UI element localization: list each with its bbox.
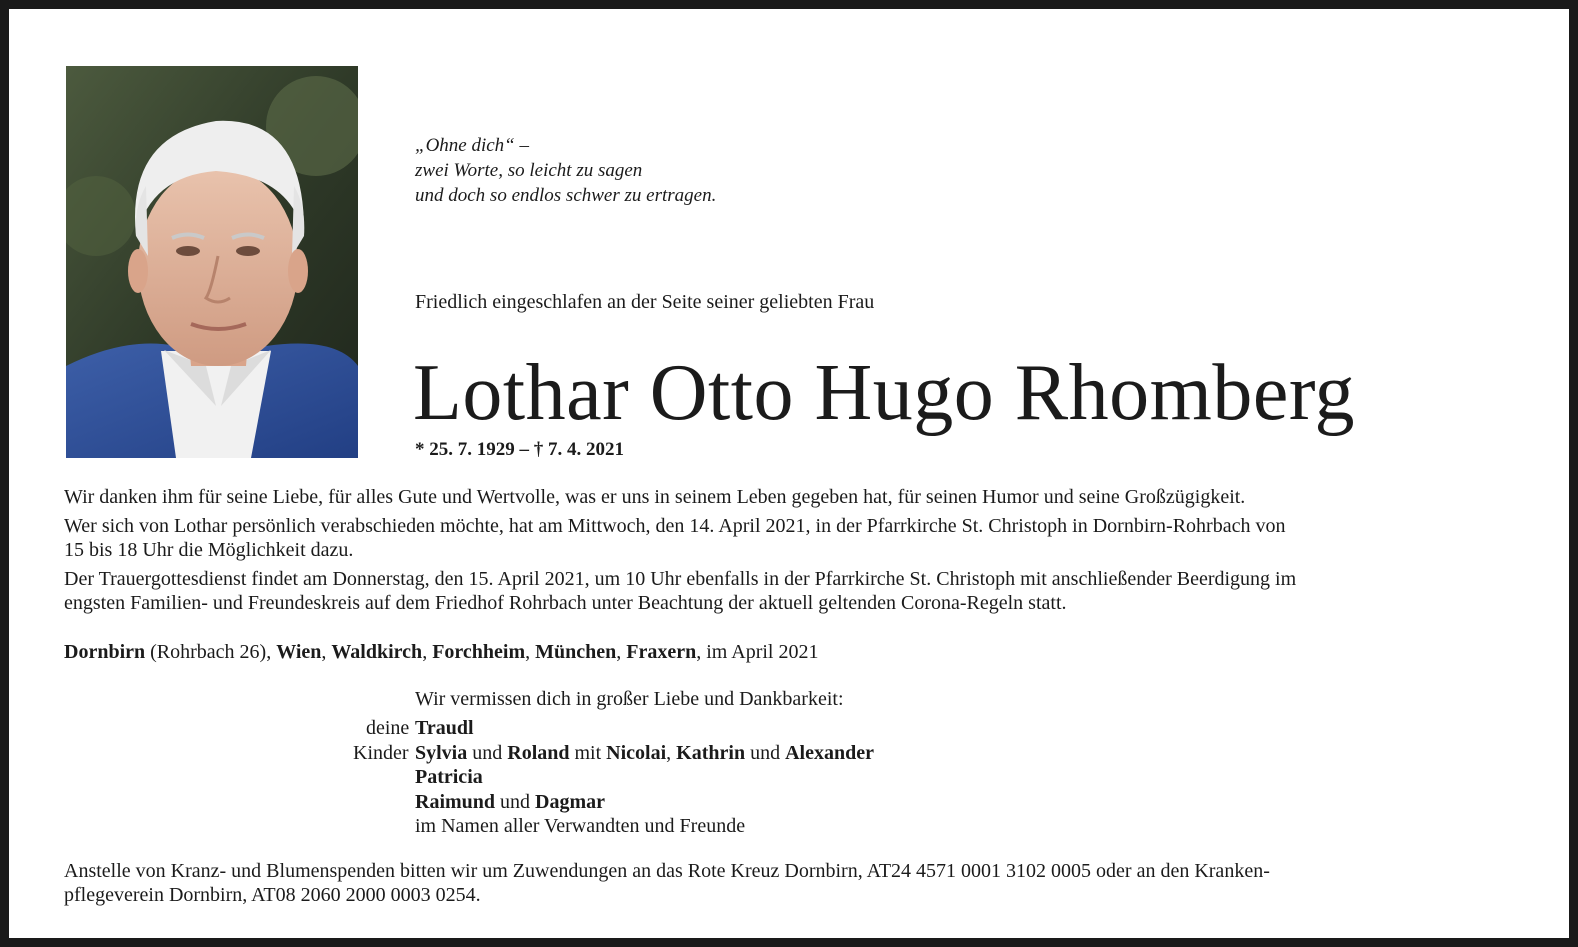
place-forchheim: Forchheim [432, 641, 526, 663]
spouse-dagmar: Dagmar [535, 790, 606, 813]
paragraph-line: 15 bis 18 Uhr die Möglichkeit dazu. [64, 539, 354, 561]
paragraph-farewell [64, 514, 1514, 562]
family-label: deine [366, 717, 410, 739]
spouse-roland: Roland [507, 741, 570, 764]
place-waldkirch: Waldkirch [331, 641, 423, 663]
conjunction: und [467, 741, 508, 764]
quote-line: zwei Worte, so leicht zu sagen [415, 160, 643, 181]
paragraph-thanks [64, 485, 1514, 509]
separator: , [422, 641, 433, 663]
memorial-quote [415, 133, 716, 208]
child-raimund: Raimund [415, 790, 496, 813]
portrait-photo [66, 66, 358, 458]
place-fraxern: Fraxern [626, 641, 697, 663]
paragraph-line: pflegeverein Dornbirn, AT08 2060 2000 0003 0254. [64, 884, 481, 906]
family-list [9, 716, 1209, 839]
quote-line: und doch so endlos schwer zu ertragen. [415, 185, 717, 206]
family-row-raimund [9, 790, 1209, 815]
place-address: (Rohrbach 26), [145, 641, 277, 663]
separator: , [525, 641, 536, 663]
places-line [64, 640, 1514, 664]
grandchild-nicolai: Nicolai [606, 741, 667, 764]
separator: , [321, 641, 332, 663]
child-sylvia: Sylvia [415, 741, 468, 764]
portrait-illustration [66, 66, 358, 458]
deceased-name: Lothar Otto Hugo Rhomberg [413, 349, 1356, 437]
family-relatives: im Namen aller Verwandten und Freunde [415, 815, 746, 837]
grandchild-alexander: Alexander [785, 741, 874, 764]
family-row-wife [9, 716, 1209, 741]
family-label: Kinder [353, 741, 409, 764]
family-row-children [9, 741, 1209, 766]
family-children [415, 741, 874, 766]
family-row-relatives [9, 814, 1209, 839]
paragraph-line: engsten Familien- und Freundeskreis auf dem Friedhof Rohrbach unter Beachtung der aktuell geltenden Corona-Regeln statt. [64, 592, 1067, 614]
intro-text: Friedlich eingeschlafen an der Seite seiner geliebten Frau [415, 291, 875, 313]
paragraph-service [64, 567, 1514, 615]
paragraph-line: Wer sich von Lothar persönlich verabschieden möchte, hat am Mittwoch, den 14. April 2021, in der Pfarrkirche St. Christoph in Dornbirn-Rohrbach von [64, 515, 1286, 537]
conjunction: und [745, 741, 786, 764]
separator: , [616, 641, 627, 663]
separator: , [666, 741, 677, 764]
family-wife: Traudl [415, 717, 474, 739]
life-dates: * 25. 7. 1929 – † 7. 4. 2021 [415, 439, 624, 460]
mourners-intro: Wir vermissen dich in großer Liebe und Dankbarkeit: [415, 688, 844, 710]
paragraph-line: Wir danken ihm für seine Liebe, für alles Gute und Wertvolle, was er uns in seinem Leben gegeben hat, für seinen Humor und seine Großzügigkeit. [64, 486, 1246, 508]
place-wien: Wien [276, 641, 322, 663]
paragraph-line: Anstelle von Kranz- und Blumenspenden bitten wir um Zuwendungen an das Rote Kreuz Dornbirn, AT24 4571 0001 3102 0005 oder an den Kranken- [64, 860, 1270, 882]
grandchild-kathrin: Kathrin [676, 741, 746, 764]
donation-note [64, 859, 1514, 907]
quote-line: „Ohne dich“ – [415, 135, 529, 156]
conjunction: und [495, 790, 536, 813]
place-date: , im April 2021 [696, 641, 819, 663]
family-row-patricia [9, 765, 1209, 790]
child-patricia: Patricia [415, 766, 483, 788]
place-dornbirn: Dornbirn [64, 641, 146, 663]
paragraph-line: Der Trauergottesdienst findet am Donnerstag, den 15. April 2021, um 10 Uhr ebenfalls in der Pfarrkirche St. Christoph mit anschließender Beerdigung im [64, 568, 1297, 590]
family-raimund [415, 790, 605, 815]
conjunction: mit [569, 741, 607, 764]
place-muenchen: München [535, 641, 617, 663]
